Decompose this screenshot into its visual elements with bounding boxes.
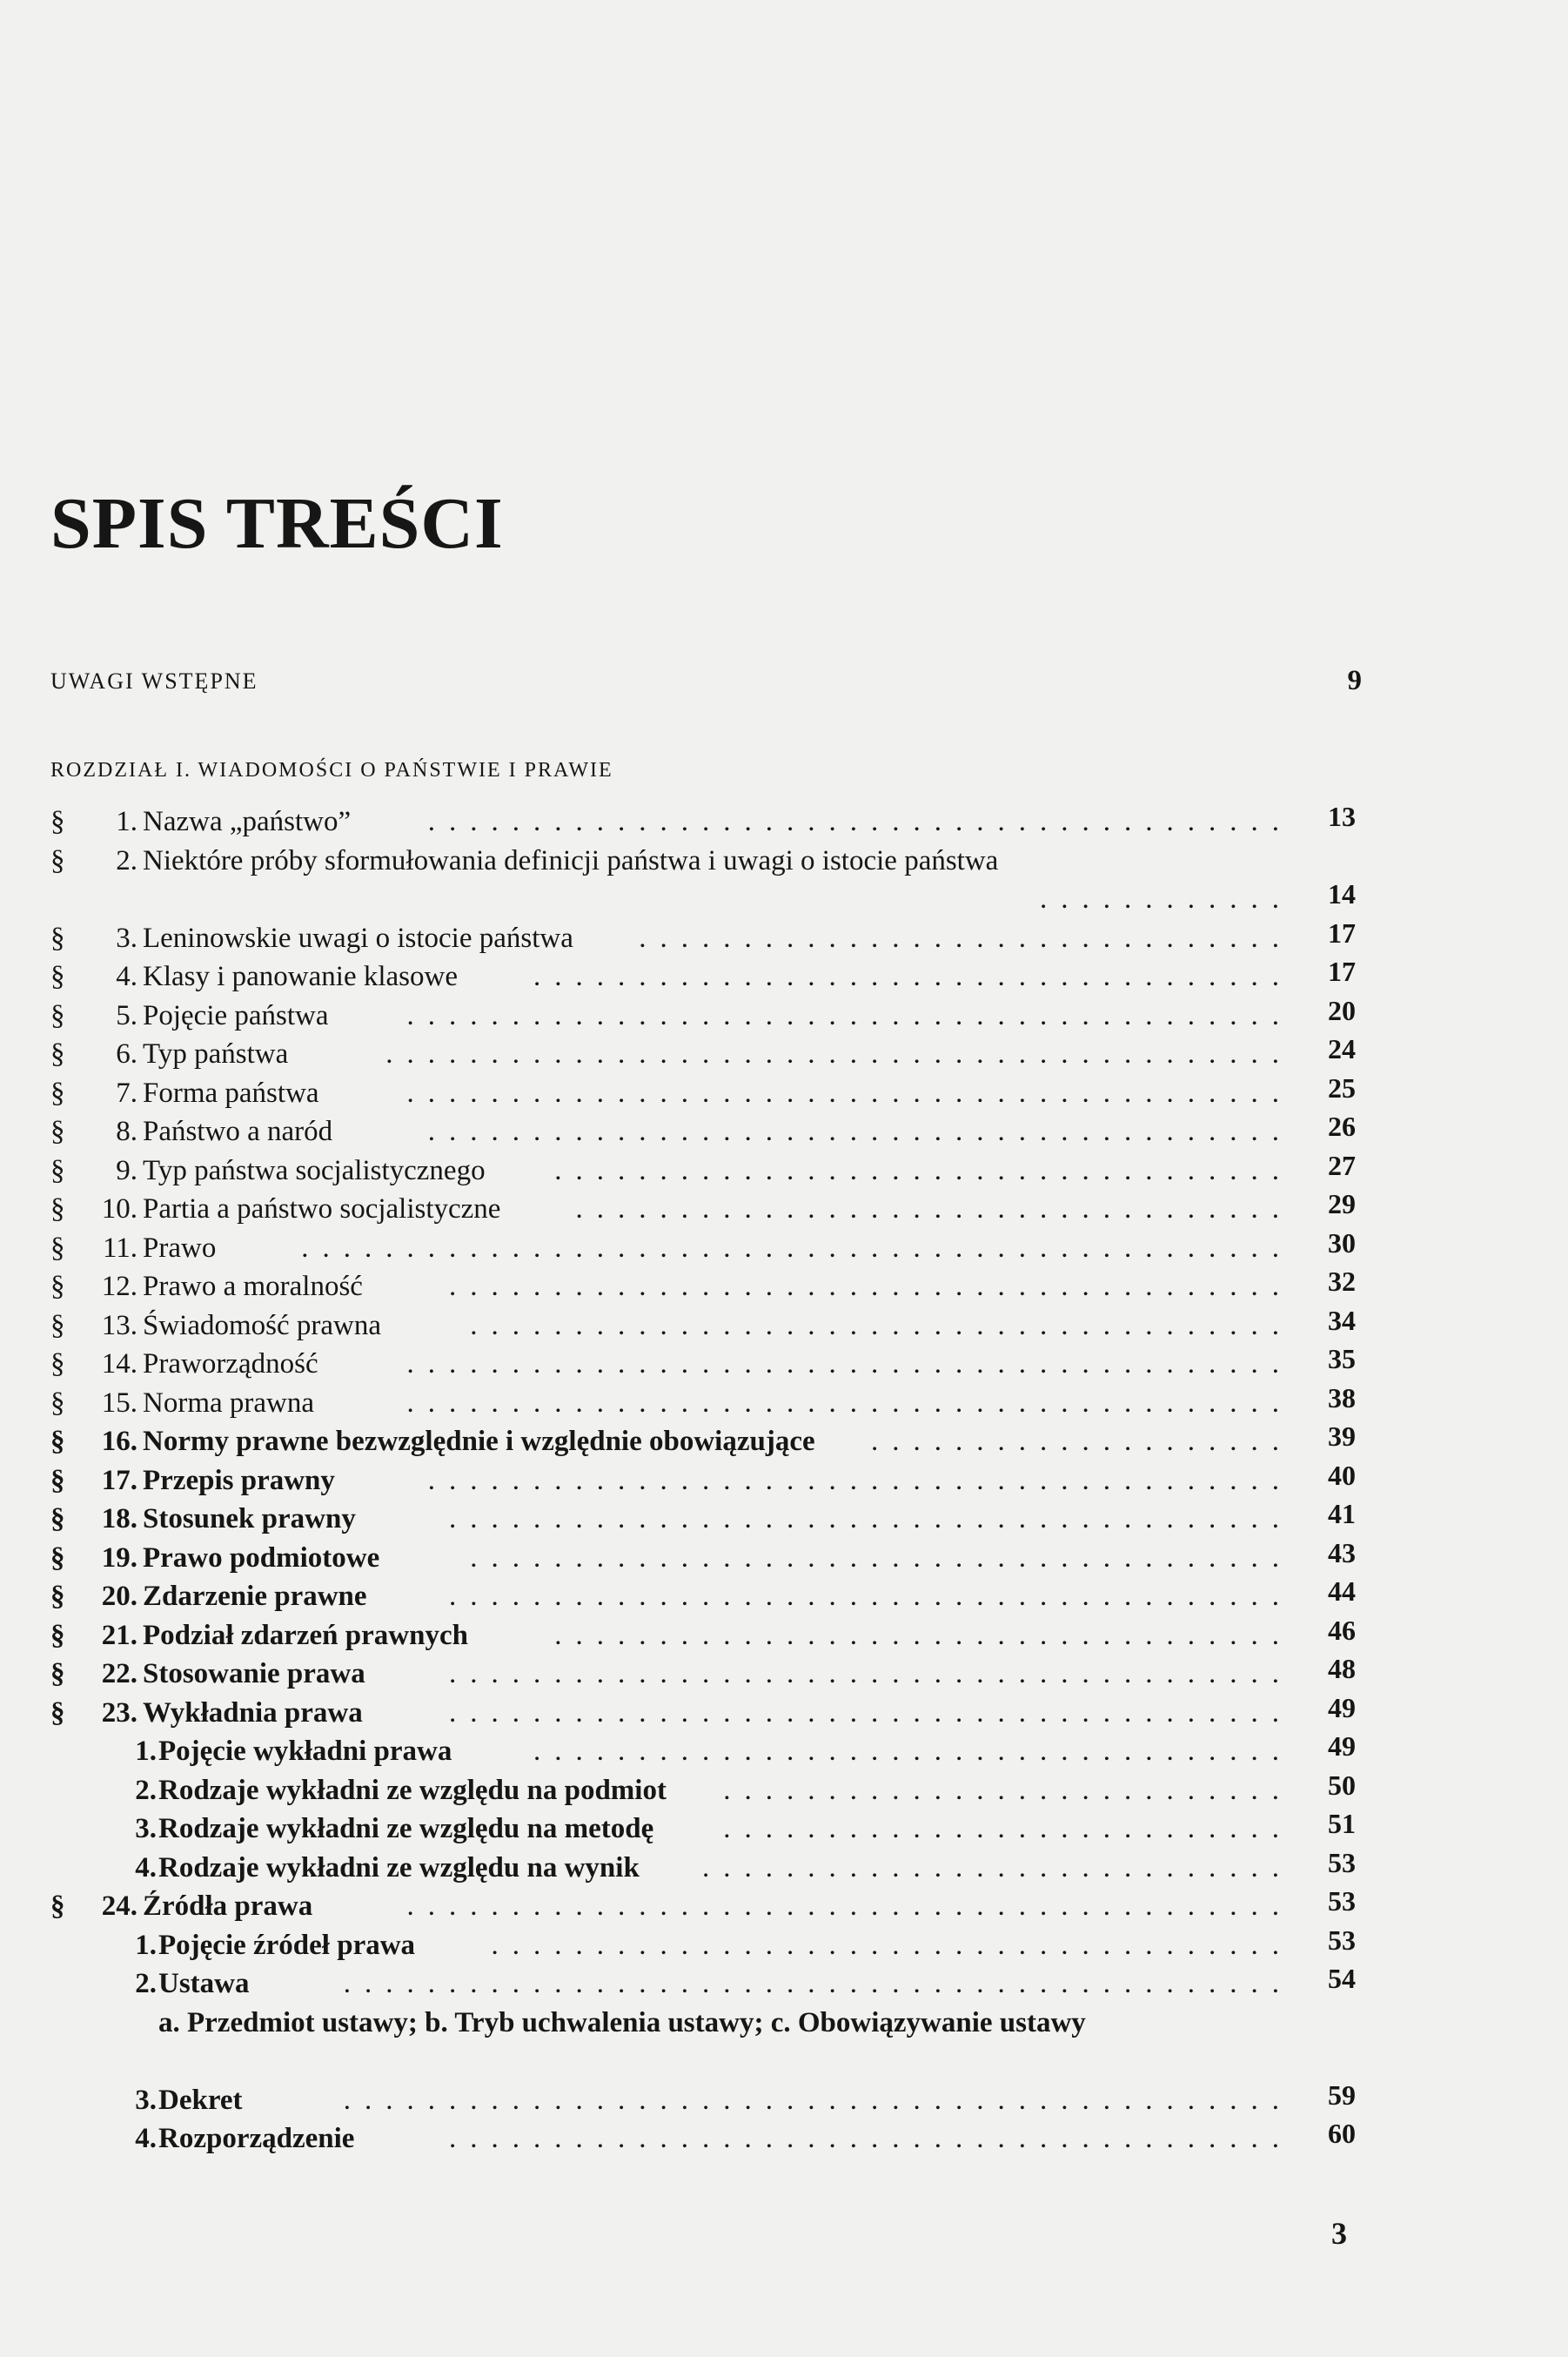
entry-page: 20: [1328, 994, 1356, 1026]
section-number-value: 23.: [101, 1696, 137, 1729]
subsection-number: 2.: [135, 1774, 157, 1806]
entry-page: 32: [1328, 1266, 1356, 1297]
toc-subentry: [50, 2078, 1356, 2120]
entry-page: 44: [1328, 1575, 1356, 1607]
section-number-value: 16.: [101, 1426, 137, 1457]
subsection-number: 1.: [135, 1929, 157, 1961]
toc-entry: [50, 802, 1356, 842]
section-number-value: 4.: [116, 961, 137, 992]
dot-leader: ........................................: [449, 1271, 1293, 1302]
section-number-value: 12.: [101, 1271, 137, 1302]
toc-entry: [50, 842, 1356, 919]
entry-title: Dekret: [158, 2084, 243, 2116]
section-symbol: §: [50, 1503, 65, 1534]
toc-entry: [50, 1536, 1356, 1578]
dot-leader: .......................................: [470, 1541, 1293, 1574]
section-symbol: §: [50, 1193, 65, 1225]
entry-page: 39: [1328, 1420, 1356, 1452]
front-matter-entry: [50, 670, 1352, 693]
section-symbol: §: [50, 1309, 65, 1341]
dot-leader: ........................................: [449, 1696, 1293, 1729]
entry-title: Świadomość prawna: [143, 1309, 382, 1341]
entry-page: 49: [1328, 1691, 1356, 1723]
toc-entry: [50, 957, 1356, 997]
section-symbol: §: [50, 1464, 65, 1496]
dot-leader: ....................: [871, 1426, 1293, 1457]
section-number-value: 11.: [102, 1232, 137, 1264]
section-symbol: §: [50, 1696, 65, 1729]
section-number-value: 3.: [116, 922, 137, 954]
toc-subentry: [50, 1732, 1356, 1771]
dot-leader: ........................................: [449, 1658, 1293, 1689]
toc-subentry: [50, 2119, 1356, 2159]
entry-page: 30: [1328, 1226, 1356, 1259]
entry-title: Leninowskie uwagi o istocie państwa: [143, 922, 573, 954]
section-symbol: §: [50, 1541, 65, 1574]
entry-title: Źródła prawa: [143, 1890, 313, 1922]
toc-subentry: [50, 1926, 1356, 1965]
entry-page: 38: [1328, 1381, 1356, 1414]
subsection-number: 4.: [135, 1851, 157, 1884]
entry-title: Niektóre próby sformułowania definicji państwa i uwagi o istocie państwa: [143, 844, 999, 876]
section-number-value: 7.: [116, 1077, 137, 1109]
toc-entry: [50, 1345, 1356, 1384]
entry-title: Stosunek prawny: [143, 1503, 356, 1534]
entry-page: 27: [1328, 1149, 1356, 1181]
entry-title: Prawo podmiotowe: [143, 1541, 380, 1574]
front-matter-label: UWAGI WSTĘPNE: [50, 668, 258, 694]
dot-leader: ...........................: [723, 1774, 1293, 1806]
chapter-heading: ROZDZIAŁ I. WIADOMOŚCI O PAŃSTWIE I PRAWIE: [50, 759, 613, 782]
entry-title: Praworządność: [143, 1348, 318, 1380]
section-symbol: §: [50, 999, 65, 1031]
dot-leader: ............................: [702, 1851, 1293, 1884]
section-number-value: 14.: [101, 1348, 137, 1380]
section-symbol: §: [50, 1387, 65, 1419]
section-symbol: §: [50, 1232, 65, 1264]
toc-entry: [50, 1461, 1356, 1501]
entry-page: 53: [1328, 1924, 1356, 1956]
section-symbol: §: [50, 1116, 65, 1147]
subsection-number: 2.: [135, 1968, 157, 1999]
toc-entry: [50, 1655, 1356, 1694]
entry-title: Ustawa: [158, 1968, 250, 1999]
toc-entry: [50, 1577, 1356, 1616]
section-symbol: §: [50, 1426, 65, 1457]
section-number-value: 5.: [116, 999, 137, 1031]
entry-page: 43: [1328, 1536, 1356, 1568]
toc-entry: [50, 994, 1356, 1036]
section-symbol: §: [50, 844, 65, 876]
entry-page: 46: [1328, 1614, 1356, 1646]
dot-leader: .......................................: [470, 1309, 1293, 1341]
page-title: SPIS TREŚCI: [50, 483, 504, 564]
dot-leader: ..........................................: [406, 1348, 1293, 1380]
section-number-value: 6.: [116, 1038, 137, 1070]
entry-title: Partia a państwo socjalistyczne: [143, 1193, 501, 1225]
dot-leader: .............................................: [343, 2084, 1293, 2116]
toc-list: [50, 802, 1356, 2159]
entry-page: 53: [1328, 1885, 1356, 1917]
toc-subentry: [50, 1964, 1356, 2004]
subsection-number: 1.: [135, 1736, 157, 1767]
toc-entry: [50, 1422, 1356, 1461]
entry-title: Typ państwa: [143, 1038, 289, 1070]
entry-page: 59: [1328, 2078, 1356, 2111]
section-number-value: 13.: [101, 1309, 137, 1341]
entry-title: Pojęcie źródeł prawa: [158, 1929, 416, 1961]
section-symbol: §: [50, 1619, 65, 1651]
section-symbol: §: [50, 1658, 65, 1689]
entry-page: 40: [1328, 1459, 1356, 1491]
entry-title: Prawo a moralność: [143, 1271, 363, 1302]
entry-page: 49: [1328, 1730, 1356, 1762]
section-number-value: 24.: [101, 1890, 137, 1922]
section-number-value: 19.: [101, 1541, 137, 1574]
entry-page: 25: [1328, 1071, 1356, 1104]
toc-entry: [50, 1500, 1356, 1539]
dot-leader: ....................................: [533, 1736, 1293, 1767]
dot-leader: ...............................: [639, 922, 1293, 954]
section-symbol: §: [50, 1581, 65, 1612]
entry-title: Państwo a naród: [143, 1116, 333, 1147]
section-number-value: 8.: [116, 1116, 137, 1147]
entry-page: 50: [1328, 1769, 1356, 1801]
dot-leader: .............................................: [343, 1968, 1293, 1999]
entry-page: 24: [1328, 1033, 1356, 1064]
entry-title: Pojęcie państwa: [143, 999, 329, 1031]
entry-title: Pojęcie wykładni prawa: [158, 1736, 452, 1767]
section-number-value: 1.: [116, 806, 137, 837]
section-symbol: §: [50, 806, 65, 837]
entry-title: Stosowanie prawa: [143, 1658, 365, 1689]
entry-page: 13: [1328, 801, 1356, 832]
dot-leader: ..........................................: [406, 999, 1293, 1031]
toc-subentry: [50, 1846, 1356, 1888]
section-number-value: 15.: [101, 1387, 137, 1419]
section-symbol: §: [50, 1077, 65, 1109]
toc-entry: [50, 1035, 1356, 1074]
toc-subentry: [50, 1810, 1356, 1849]
dot-leader: ...................................: [554, 1619, 1293, 1651]
section-number-value: 9.: [116, 1154, 137, 1186]
entry-page: 14: [1328, 877, 1356, 910]
entry-page: 26: [1328, 1111, 1356, 1142]
entry-title: Zdarzenie prawne: [143, 1581, 367, 1612]
entry-page: 60: [1328, 2118, 1356, 2149]
section-symbol: §: [50, 922, 65, 954]
entry-title: Podział zdarzeń prawnych: [143, 1619, 468, 1651]
dot-leader: ..........................................: [406, 1387, 1293, 1419]
dot-leader: ...........................................: [385, 1038, 1293, 1070]
toc-entry: [50, 1616, 1356, 1655]
section-symbol: §: [50, 961, 65, 992]
entry-title: Typ państwa socjalistycznego: [143, 1154, 486, 1186]
toc-entry: [50, 1381, 1356, 1423]
toc-subentry: [50, 1771, 1356, 1810]
entry-title: Rozporządzenie: [158, 2123, 355, 2154]
entry-title: Rodzaje wykładni ze względu na podmiot: [158, 1774, 667, 1806]
toc-entry: [50, 1887, 1356, 1926]
toc-entry: [50, 1149, 1356, 1191]
toc-entry: [50, 1190, 1356, 1229]
entry-page: 29: [1328, 1188, 1356, 1219]
entry-title: Prawo: [143, 1232, 217, 1264]
section-number-value: 22.: [101, 1658, 137, 1689]
toc-entry: [50, 1112, 1356, 1152]
dot-leader: ........................................: [449, 1581, 1293, 1612]
entry-title: Klasy i panowanie klasowe: [143, 961, 458, 992]
dot-leader: ........................................: [449, 1503, 1293, 1534]
section-symbol: §: [50, 1348, 65, 1380]
entry-title: Rodzaje wykładni ze względu na wynik: [158, 1851, 640, 1884]
page-number: 3: [1331, 2216, 1347, 2251]
section-symbol: §: [50, 1271, 65, 1302]
toc-entry: [50, 1306, 1356, 1346]
toc-entry: [50, 919, 1356, 958]
section-symbol: §: [50, 1154, 65, 1186]
entry-page: 48: [1328, 1653, 1356, 1684]
entry-title: Rodzaje wykładni ze względu na metodę: [158, 1813, 654, 1844]
dot-leader: ...........................: [723, 1813, 1293, 1844]
entry-title: Wykładnia prawa: [143, 1696, 363, 1729]
toc-entry: [50, 1267, 1356, 1306]
dot-leader: ........................................: [449, 2123, 1293, 2154]
dot-leader: ...................................: [554, 1154, 1293, 1186]
entry-page: 17: [1328, 956, 1356, 987]
front-matter-page: 9: [1347, 665, 1362, 696]
dot-leader: .........................................: [427, 806, 1293, 837]
dot-leader: .........................................: [427, 1464, 1293, 1496]
entry-page: 53: [1328, 1846, 1356, 1878]
section-number-value: 20.: [101, 1581, 137, 1612]
entry-title: Normy prawne bezwzględnie i względnie obowiązujące: [143, 1426, 815, 1457]
toc-note: [50, 2004, 1356, 2081]
dot-leader: ......................................: [491, 1929, 1293, 1961]
dot-leader: ..................................: [575, 1193, 1293, 1225]
entry-title: Przepis prawny: [143, 1464, 335, 1496]
entry-title: Forma państwa: [143, 1077, 319, 1109]
section-number-value: 18.: [101, 1503, 137, 1534]
dot-leader: ..........................................: [406, 1890, 1293, 1922]
entry-page: 35: [1328, 1343, 1356, 1374]
toc-note-text: a. Przedmiot ustawy; b. Tryb uchwalenia ustawy; c. Obowiązywanie ustawy: [158, 2006, 1086, 2038]
toc-entry: [50, 1691, 1356, 1733]
section-number-value: 10.: [101, 1193, 137, 1225]
subsection-number: 3.: [135, 1813, 157, 1844]
entry-title: Norma prawna: [143, 1387, 315, 1419]
dot-leader: .........................................: [427, 1116, 1293, 1147]
entry-page: 51: [1328, 1808, 1356, 1839]
subsection-number: 4.: [135, 2123, 157, 2154]
section-number-value: 2.: [116, 844, 137, 876]
section-number-value: 21.: [101, 1619, 137, 1651]
entry-page: 54: [1328, 1963, 1356, 1994]
subsection-number: 3.: [135, 2084, 157, 2116]
entry-page: 17: [1328, 917, 1356, 949]
toc-entry: [50, 1071, 1356, 1113]
entry-page: 34: [1328, 1304, 1356, 1336]
section-symbol: §: [50, 1038, 65, 1070]
entry-title: Nazwa „państwo”: [143, 806, 352, 837]
dot-leader: ............: [1040, 883, 1293, 915]
section-number-value: 17.: [101, 1464, 137, 1496]
section-symbol: §: [50, 1890, 65, 1922]
entry-page: 41: [1328, 1498, 1356, 1529]
dot-leader: ...............................................: [301, 1232, 1293, 1264]
dot-leader: ..........................................: [406, 1077, 1293, 1109]
toc-entry: [50, 1226, 1356, 1268]
dot-leader: ....................................: [533, 961, 1293, 992]
